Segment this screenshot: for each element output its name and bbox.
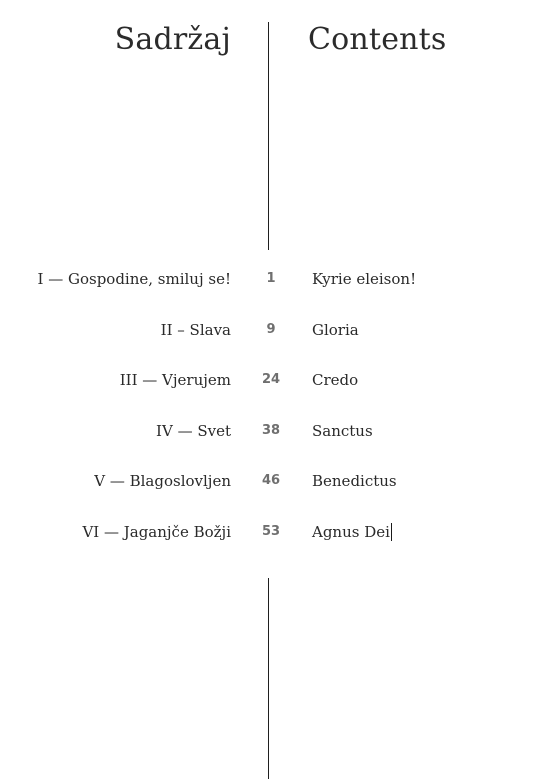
toc-entry-1 [0, 267, 554, 291]
toc-entry-croatian: II – Slava [160, 321, 231, 339]
toc-entry-latin: Kyrie eleison! [312, 270, 417, 288]
toc-entry-5 [0, 469, 554, 493]
toc-entry-page-number: 46 [261, 473, 281, 488]
toc-entry-latin[interactable]: Agnus Dei [312, 523, 390, 541]
toc-entry-latin: Credo [312, 371, 359, 389]
divider-top [268, 22, 269, 250]
divider-bottom [268, 578, 269, 779]
toc-entry-6 [0, 520, 554, 544]
heading-sadrzaj: Sadržaj [114, 22, 231, 57]
toc-entry-croatian: V — Blagoslovljen [94, 472, 231, 490]
toc-entry-croatian: IV — Svet [156, 422, 231, 440]
toc-entry-croatian: III — Vjerujem [119, 371, 231, 389]
toc-entry-latin: Benedictus [312, 472, 397, 490]
toc-entry-croatian: VI — Jaganjče Božji [82, 523, 231, 541]
toc-entry-page-number: 24 [261, 372, 281, 387]
toc-entry-croatian: I — Gospodine, smiluj se! [37, 270, 231, 288]
toc-entry-latin: Gloria [312, 321, 359, 339]
toc-entry-page-number: 1 [266, 271, 276, 286]
toc-entry-page-number: 53 [261, 524, 281, 539]
toc-entry-3 [0, 368, 554, 392]
toc-entry-latin-with-caret[interactable] [312, 520, 392, 544]
toc-entry-latin: Sanctus [312, 422, 373, 440]
toc-entry-page-number: 38 [261, 423, 281, 438]
text-cursor [391, 523, 392, 541]
heading-contents: Contents [308, 22, 447, 57]
toc-entry-4 [0, 419, 554, 443]
toc-entry-page-number: 9 [266, 322, 276, 337]
toc-entry-2 [0, 318, 554, 342]
